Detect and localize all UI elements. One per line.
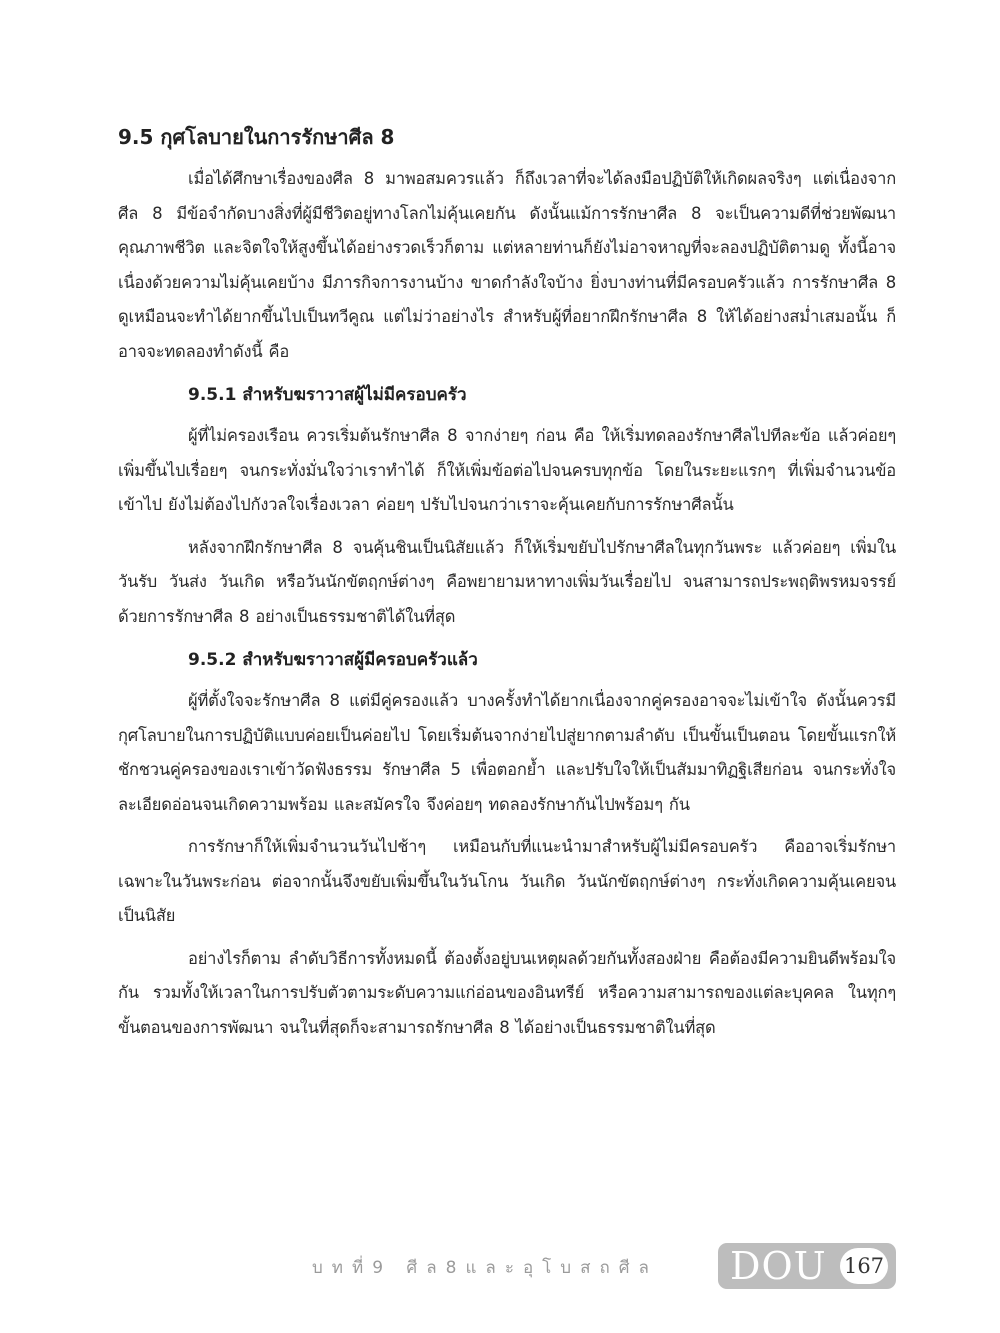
section-title: 9.5 กุศโลบายในการรักษาศีล 8: [118, 125, 395, 149]
page-footer: [0, 1240, 1000, 1292]
page-number: 167: [840, 1248, 888, 1284]
publisher-badge: [718, 1243, 896, 1289]
subsection-title-1: 9.5.1 สำหรับฆราวาสผู้ไม่มีครอบครัว: [188, 385, 467, 405]
intro-paragraph: เมื่อได้ศึกษาเรื่องของศีล 8 มาพอสมควรแล้ว ก็ถึงเวลาที่จะได้ลงมือปฏิบัติให้เกิดผลจริงๆ แต่เนื่องจากศีล 8 มีข้อจำกัดบางสิ่งที่ผู้มีชีวิตอยู่ทางโลกไม่คุ้นเคยกัน ดังนั้นแม้การรักษาศีล 8 จะเป็นความดีที่ช่วยพัฒนาคุณภาพชีวิต และจิตใจให้สูงขึ้นได้อย่างรวดเร็วก็ตาม แต่หลายท่านก็ยังไม่อาจหาญที่จะลองปฏิบัติตามดู ทั้งนี้อาจเนื่องด้วยความไม่คุ้นเคยบ้าง มีภารกิจการงานบ้าง ขาดกำลังใจบ้าง ยิ่งบางท่านที่มีครอบครัวแล้ว การรักษาศีล 8 ดูเหมือนจะทำได้ยากขึ้นไปเป็นทวีคูณ แต่ไม่ว่าอย่างไร สำหรับผู้ที่อยากฝึกรักษาศีล 8 ให้ได้อย่างสม่ำเสมอนั้น ก็อาจจะทดลองทำดังนี้ คือ: [118, 169, 896, 361]
subsection-2-paragraph-1: ผู้ที่ตั้งใจจะรักษาศีล 8 แต่มีคู่ครองแล้ว บางครั้งทำได้ยากเนื่องจากคู่ครองอาจจะไม่เข้าใจ ดังนั้นควรมีกุศโลบายในการปฏิบัติแบบค่อยเป็นค่อยไป โดยเริ่มต้นจากง่ายไปสู่ยากตามลำดับ เป็นขั้นเป็นตอน โดยขั้นแรกให้ชักชวนคู่ครองของเราเข้าวัดฟังธรรม รักษาศีล 5 เพื่อตอกย้ำ และปรับใจให้เป็นสัมมาทิฏฐิเสียก่อน จนกระทั่งใจละเอียดอ่อนจนเกิดความพร้อม และสมัครใจ จึงค่อยๆ ทดลองรักษากันไปพร้อมๆ กัน: [118, 691, 896, 814]
subsection-title-2: 9.5.2 สำหรับฆราวาสผู้มีครอบครัวแล้ว: [188, 650, 478, 670]
subsection-2-paragraph-3: อย่างไรก็ตาม ลำดับวิธีการทั้งหมดนี้ ต้องตั้งอยู่บนเหตุผลด้วยกันทั้งสองฝ่าย คือต้องมีความยินดีพร้อมใจกัน รวมทั้งให้เวลาในการปรับตัวตามระดับความแก่อ่อนของอินทรีย์ หรือความสามารถของแต่ละบุคคล ในทุกๆ ขั้นตอนของการพัฒนา จนในที่สุดก็จะสามารถรักษาศีล 8 ได้อย่างเป็นธรรมชาติในที่สุด: [118, 948, 896, 1037]
subsection-2-paragraph-2: การรักษาก็ให้เพิ่มจำนวนวันไปช้าๆ เหมือนกับที่แนะนำมาสำหรับผู้ไม่มีครอบครัว คืออาจเริ่มรักษาเฉพาะในวันพระก่อน ต่อจากนั้นจึงขยับเพิ่มขึ้นในวันโกน วันเกิด วันนักขัตฤกษ์ต่างๆ กระทั่งเกิดความคุ้นเคยจนเป็นนิสัย: [118, 837, 896, 925]
page-content: [118, 118, 896, 1053]
subsection-1-paragraph-1: ผู้ที่ไม่ครองเรือน ควรเริ่มต้นรักษาศีล 8 จากง่ายๆ ก่อน คือ ให้เริ่มทดลองรักษาศีลไปทีละข้อ แล้วค่อยๆ เพิ่มขึ้นไปเรื่อยๆ จนกระทั่งมั่นใจว่าเราทำได้ ก็ให้เพิ่มข้อต่อไปจนครบทุกข้อ โดยในระยะแรกๆ ที่เพิ่มจำนวนข้อเข้าไป ยังไม่ต้องไปกังวลใจเรื่องเวลา ค่อยๆ ปรับไปจนกว่าเราจะคุ้นเคยกับการรักษาศีลนั้น: [118, 426, 896, 514]
running-head: บทที่9 ศีล8และอุโบสถศีล: [312, 1258, 658, 1278]
publisher-logo-text: DOU: [730, 1244, 827, 1288]
subsection-1-paragraph-2: หลังจากฝึกรักษาศีล 8 จนคุ้นชินเป็นนิสัยแล้ว ก็ให้เริ่มขยับไปรักษาศีลในทุกวันพระ แล้วค่อยๆ เพิ่มในวันรับ วันส่ง วันเกิด หรือวันนักขัตฤกษ์ต่างๆ คือพยายามหาทางเพิ่มวันเรื่อยไป จนสามารถประพฤติพรหมจรรย์ด้วยการรักษาศีล 8 อย่างเป็นธรรมชาติได้ในที่สุด: [118, 537, 896, 626]
